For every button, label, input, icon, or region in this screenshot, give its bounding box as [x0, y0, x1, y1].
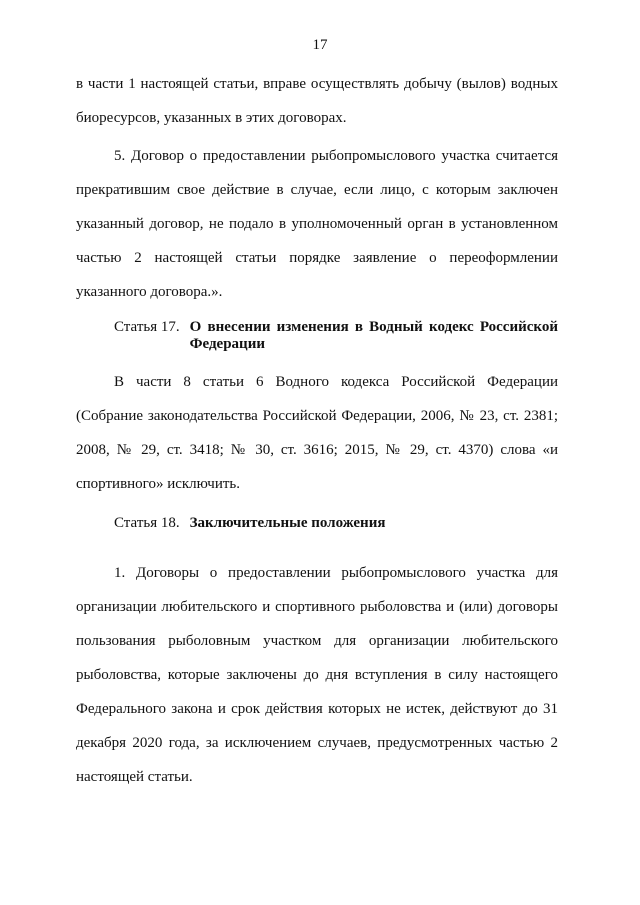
article18-paragraph: [76, 556, 558, 794]
article17-paragraph: [76, 365, 558, 501]
item5-text: 5. Договор о предоставлении рыбопромыслового участка считается прекратившим свое действие в случае, если лицо, с которым заключен указанный договор, не подало в уполномоченный орган в установленном частью 2 настоящей статьи порядке заявление о переоформлении указанного договора.».: [76, 148, 558, 300]
article18-title: Заключительные положения: [189, 515, 386, 531]
article18-label: Статья 18.: [114, 515, 180, 531]
article17-heading: [114, 319, 558, 353]
article18-text: 1. Договоры о предоставлении рыбопромыслового участка для организации любительского и спортивного рыболовства и (или) договоры пользования рыболовным участком для организации любительского рыболовства, которые заключены до дня вступления в силу настоящего Федерального закона и срок действия которых не истек, действуют до 31 декабря 2020 года, за исключением случаев, предусмотренных частью 2 настоящей статьи.: [76, 565, 558, 785]
article17-title: О внесении изменения в Водный кодекс Российской Федерации: [189, 319, 558, 352]
article18-heading: [114, 515, 558, 532]
continuation-paragraph: [76, 67, 558, 135]
article17-text: В части 8 статьи 6 Водного кодекса Российской Федерации (Собрание законодательства Российской Федерации, 2006, № 23, ст. 2381; 2008, № 29, ст. 3418; № 30, ст. 3616; 2015, № 29, ст. 4370) слова «и спортивного» исключить.: [76, 374, 558, 492]
item5-paragraph: [76, 139, 558, 309]
page-number: 17: [312, 37, 328, 53]
continuation-text: в части 1 настоящей статьи, вправе осуществлять добычу (вылов) водных биоресурсов, указанных в этих договорах.: [76, 76, 558, 126]
article17-label: Статья 17.: [114, 319, 180, 335]
